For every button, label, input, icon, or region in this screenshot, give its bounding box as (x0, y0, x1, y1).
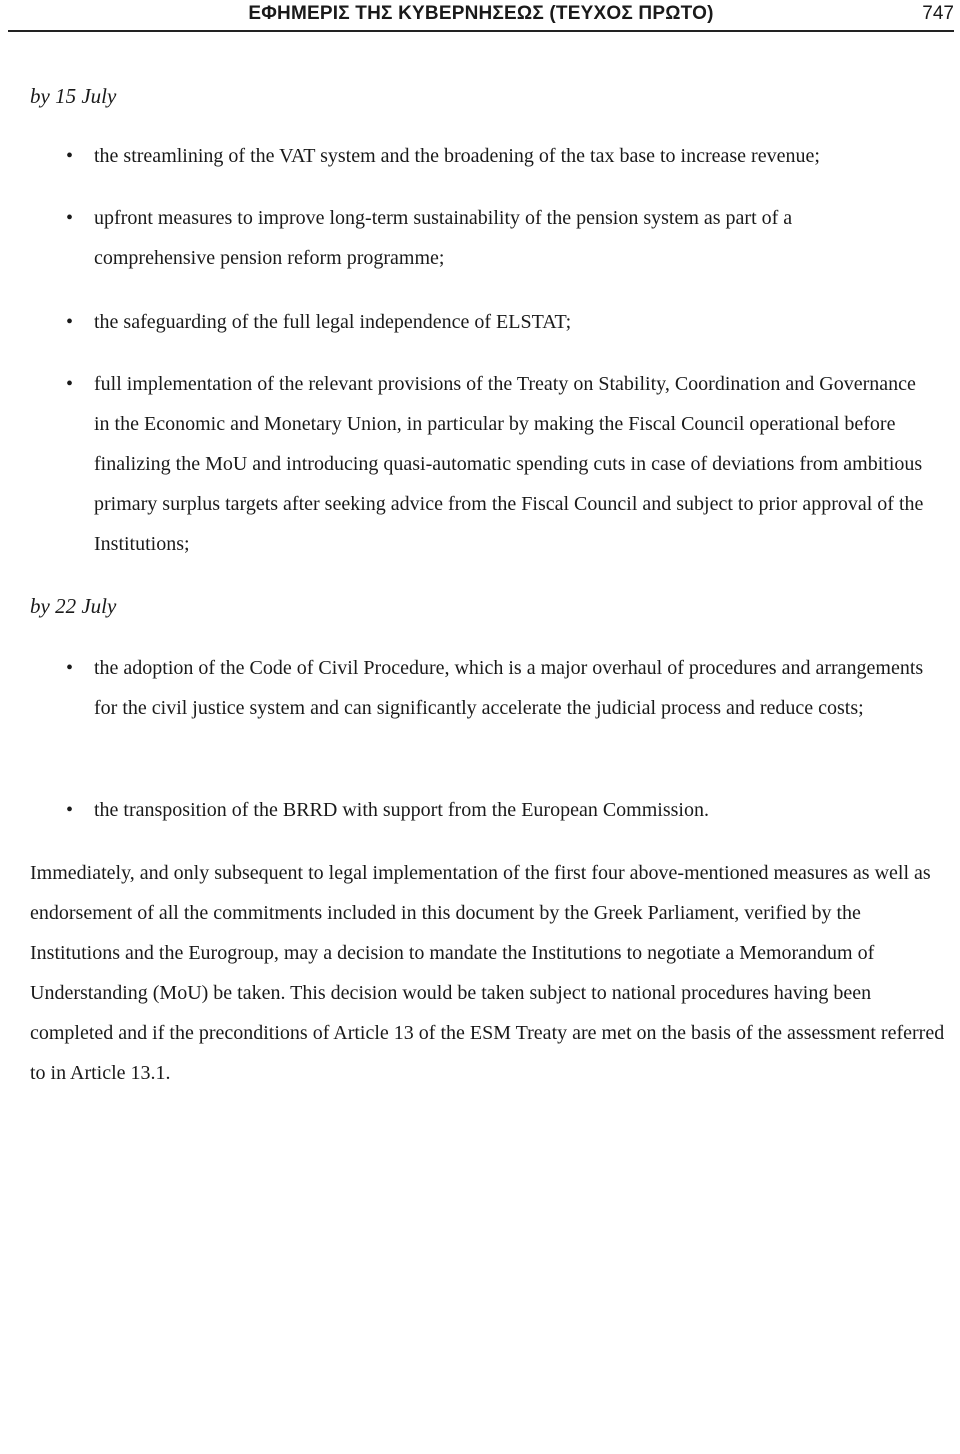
bullet-icon: • (66, 373, 74, 395)
list-item (66, 302, 944, 342)
list-item-text: full implementation of the relevant provisions of the Treaty on Stability, Coordination and Governance in the Economic and Monetary Union, in particular by making the Fiscal Council operational before finalizing the MoU and introducing quasi-automatic spending cuts in case of deviations from ambitious primary surplus targets after seeking advice from the Fiscal Council and subject to prior approval of the Institutions; (94, 373, 924, 555)
list-item-text: the safeguarding of the full legal independence of ELSTAT; (94, 311, 572, 333)
list-item-text: the adoption of the Code of Civil Procedure, which is a major overhaul of procedures and arrangements for the civil justice system and can significantly accelerate the judicial process and reduce costs; (94, 657, 924, 719)
bullet-icon: • (66, 799, 74, 821)
bullet-icon: • (66, 657, 74, 679)
list-item (66, 648, 944, 728)
list-item-text: the transposition of the BRRD with support from the European Commission. (94, 799, 709, 821)
page-number: 747 (922, 3, 954, 24)
bullet-icon: • (66, 311, 74, 333)
bullet-icon: • (66, 207, 74, 229)
gazette-title: ΕΦΗΜΕΡΙΣ ΤΗΣ ΚΥΒΕΡΝΗΣΕΩΣ (ΤΕΥΧΟΣ ΠΡΩΤΟ) (248, 3, 714, 24)
list-item-text: the streamlining of the VAT system and the broadening of the tax base to increase revenue; (94, 145, 820, 167)
list-item-text: upfront measures to improve long-term sustainability of the pension system as part of a comprehensive pension reform programme; (94, 207, 793, 269)
date-heading-22-july: by 22 July (30, 594, 117, 618)
page-header (8, 0, 954, 32)
bullet-icon: • (66, 145, 74, 167)
closing-paragraph: Immediately, and only subsequent to legal implementation of the first four above-mentioned measures as well as endorsement of all the commitments included in this document by the Greek Parliament, verified by the Institutions and the Eurogroup, may a decision to mandate the Institutions to negotiate a Memorandum of Understanding (MoU) be taken. This decision would be taken subject to national procedures having been completed and if the preconditions of Article 13 of the ESM Treaty are met on the basis of the assessment referred to in Article 13.1. (30, 862, 945, 1084)
list-item (66, 198, 904, 278)
list-item (66, 790, 944, 830)
list-item (66, 136, 944, 176)
list-item (66, 364, 929, 564)
date-heading-15-july: by 15 July (30, 84, 117, 108)
